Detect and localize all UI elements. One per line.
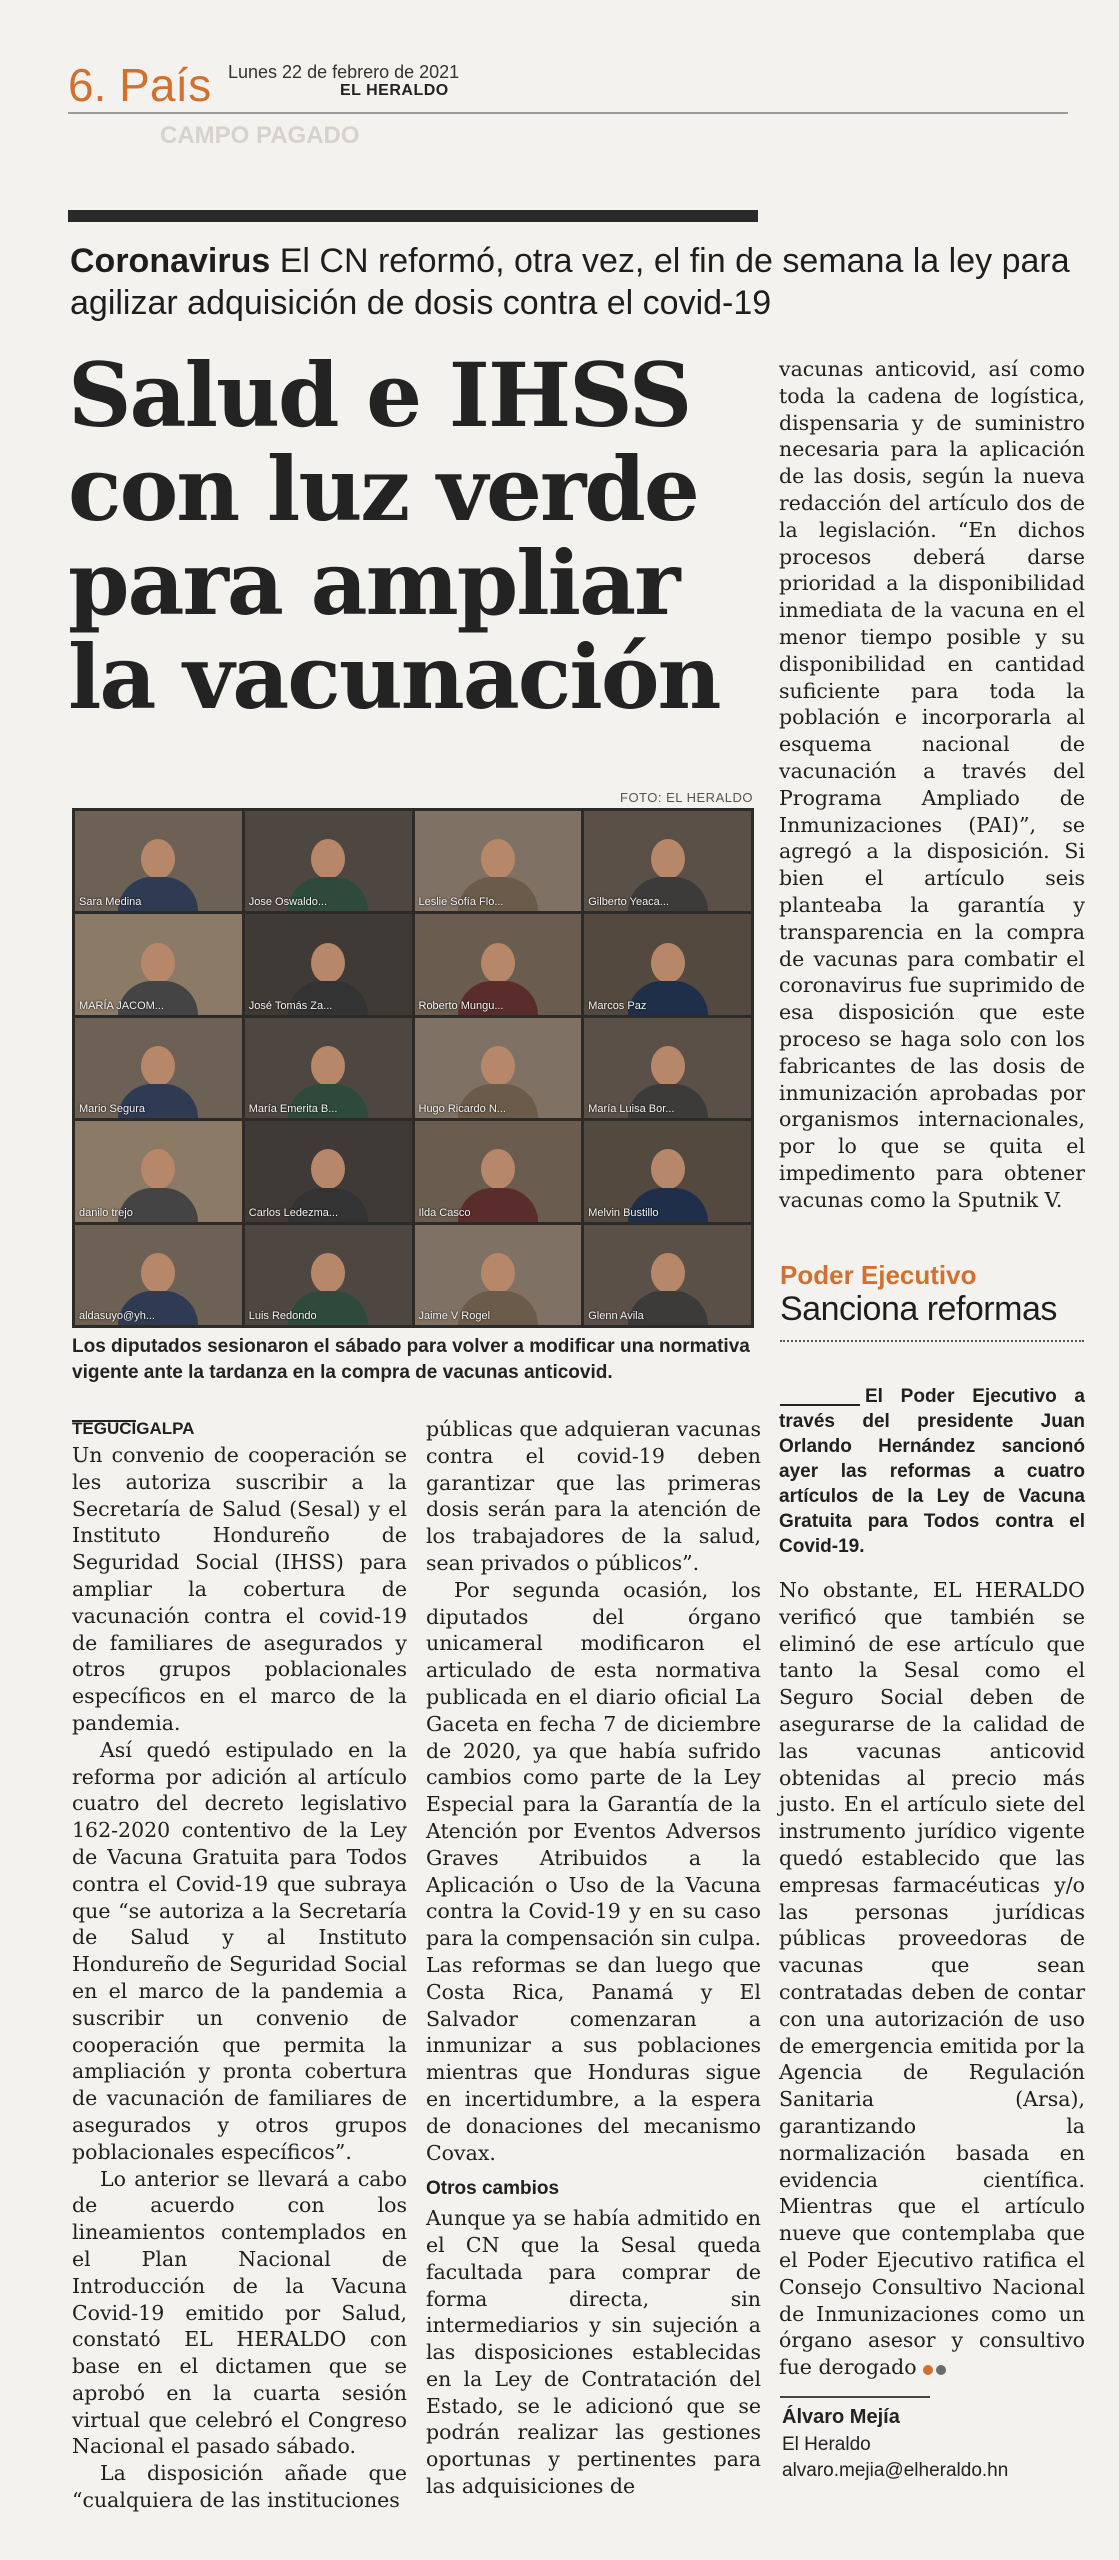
participant-tile bbox=[415, 811, 582, 911]
participant-tile bbox=[584, 811, 751, 911]
participant-head bbox=[651, 943, 685, 983]
participant-name: Leslie Sofía Flo... bbox=[418, 896, 504, 909]
headline-line-2: con luz verde bbox=[68, 437, 698, 541]
participant-tile bbox=[584, 1225, 751, 1325]
participant-tile bbox=[415, 914, 582, 1014]
participant-head bbox=[481, 943, 515, 983]
participant-name: Mario Segura bbox=[79, 1103, 146, 1116]
participant-tile bbox=[75, 914, 242, 1014]
participant-name: MARÍA JACOM... bbox=[79, 999, 164, 1012]
video-conference-photo bbox=[72, 808, 754, 1328]
headline-line-3: para ampliar bbox=[68, 531, 679, 635]
participant-name: Sara Medina bbox=[79, 896, 142, 909]
participant-name: aldasuyo@yh... bbox=[79, 1310, 155, 1322]
participant-head bbox=[311, 943, 345, 983]
participant-head bbox=[141, 839, 175, 879]
photo-caption: Los diputados sesionaron el sábado para volver a modificar una normativa vigente ante la tardanza en la compra de vacunas anticovid. bbox=[72, 1336, 750, 1383]
col1-paragraph: Un convenio de cooperación se les autoriza suscribir a la Secretaría de Salud (Sesal) y el Instituto Hondureño de Seguridad Social (IHSS) para ampliar la cobertura de vacunación contra el covid-19 de familiares de asegurados y otros grupos poblacionales específicos en el marco de la pandemia. bbox=[72, 1443, 407, 1735]
headline-line-4: la vacunación bbox=[68, 625, 720, 729]
col2-paragraph: Por segunda ocasión, los diputados del órgano unicameral modificaron el articulado de esta normativa publicada en el diario oficial La Gaceta en fecha 7 de diciembre de 2020, ya que había sufrido cambios como parte de la Ley Especial para la Garantía de la Atención por Eventos Adversos Graves Atribuidos a la Aplicación o Uso de la Vacuna contra la Covid-19 y en su caso para la compensación sin culpa. Las reformas se dan luego que Costa Rica, Panamá y El Salvador comenzaran a inmunizar a sus poblaciones mientras que Honduras sigue en incertidumbre, a la espera de donaciones del mecanismo Covax. bbox=[426, 1577, 761, 2165]
participant-name: Gilberto Yeaca... bbox=[588, 896, 669, 909]
participant-tile bbox=[415, 1018, 582, 1118]
participant-tile bbox=[584, 914, 751, 1014]
participant-tile bbox=[75, 1121, 242, 1221]
participant-head bbox=[651, 839, 685, 879]
participant-tile bbox=[415, 1121, 582, 1221]
participant-head bbox=[481, 1046, 515, 1086]
end-mark-icon bbox=[923, 2355, 949, 2382]
section-title: 6. País bbox=[68, 59, 212, 111]
bleed-through-text: CAMPO PAGADO bbox=[160, 122, 360, 149]
header-rule bbox=[68, 112, 1068, 114]
newspaper-name: EL HERALDO bbox=[340, 82, 449, 99]
headline-line-1: Salud e IHSS bbox=[68, 343, 691, 447]
participant-head bbox=[311, 1253, 345, 1293]
participant-head bbox=[141, 943, 175, 983]
kicker-rule bbox=[68, 210, 758, 222]
participant-head bbox=[141, 1253, 175, 1293]
participant-head bbox=[651, 1149, 685, 1189]
participant-tile bbox=[584, 1121, 751, 1221]
participant-head bbox=[311, 1046, 345, 1086]
participant-head bbox=[651, 1253, 685, 1293]
participant-name: Roberto Mungu... bbox=[418, 999, 504, 1012]
participant-name: Hugo Ricardo N... bbox=[418, 1103, 506, 1116]
participant-tile bbox=[584, 1018, 751, 1118]
sidebar-rule bbox=[780, 1340, 1084, 1342]
dateline: TEGUCIGALPA bbox=[72, 1419, 195, 1438]
participant-head bbox=[481, 1149, 515, 1189]
participant-name: Melvin Bustillo bbox=[588, 1206, 659, 1219]
sidebar-kicker: Poder Ejecutivo bbox=[780, 1260, 977, 1290]
participant-name: José Tomás Za... bbox=[248, 999, 333, 1012]
col1-paragraph: Lo anterior se llevará a cabo de acuerdo con los lineamientos contemplados en el Plan Nacional de Introducción de la Vacuna Covid-19 emitido por Salud, constató EL HERALDO con base en el dictamen que se aprobó en la cuarta sesión virtual que celebró el Congreso Nacional el pasado sábado. bbox=[72, 2166, 407, 2459]
author-email: alvaro.mejia@elheraldo.hn bbox=[782, 2460, 1009, 2481]
author-org: El Heraldo bbox=[782, 2434, 871, 2455]
sidebar-lead-rule bbox=[780, 1404, 860, 1406]
participant-tile bbox=[245, 914, 412, 1014]
participant-head bbox=[311, 1149, 345, 1189]
col1-paragraph: La disposición añade que “cualquiera de las instituciones bbox=[72, 2461, 407, 2513]
author-rule bbox=[780, 2396, 930, 2398]
participant-head bbox=[311, 839, 345, 879]
kicker-topic: Coronavirus bbox=[70, 242, 271, 280]
participant-tile bbox=[75, 811, 242, 911]
article-column-1 bbox=[72, 1416, 407, 2514]
sidebar-lead: El Poder Ejecutivo a través del presidente Juan Orlando Hernández sancionó ayer las reformas a cuatro artículos de la Ley de Vacuna Gratuita para Todos contra el Covid-19. bbox=[779, 1386, 1085, 1557]
participant-name: Luis Redondo bbox=[248, 1310, 317, 1322]
participant-tile bbox=[415, 1225, 582, 1325]
participant-head bbox=[481, 839, 515, 879]
participant-tile bbox=[245, 1121, 412, 1221]
col2-paragraph: Aunque ya se había admitido en el CN que la Sesal queda facultada para comprar de forma directa, sin intermediarios y sin sujeción a las disposiciones establecidas en la Ley de Contratación del Estado, se le adicionó que se podrán realizar las gestiones oportunas y pertinentes para las adquisiciones de bbox=[426, 2206, 761, 2499]
participant-name: Ilda Casco bbox=[418, 1206, 471, 1219]
participant-name: danilo trejo bbox=[79, 1206, 133, 1219]
issue-date: Lunes 22 de febrero de 2021 bbox=[228, 62, 460, 82]
end-dot-gray bbox=[936, 2365, 946, 2375]
participant-tile bbox=[75, 1018, 242, 1118]
participant-name: Glenn Avila bbox=[588, 1310, 644, 1322]
participant-head bbox=[651, 1046, 685, 1086]
article-column-2 bbox=[426, 1416, 761, 2500]
subhead: Otros cambios bbox=[426, 2178, 560, 2200]
kicker-text: El CN reformó, otra vez, el fin de semana la ley para agilizar adquisición de dosis contra el covid-19 bbox=[70, 242, 1070, 322]
participant-tile bbox=[245, 1225, 412, 1325]
participant-name: Jose Oswaldo... bbox=[248, 896, 328, 909]
participant-tile bbox=[245, 811, 412, 911]
kicker bbox=[70, 240, 1070, 324]
participant-tile bbox=[245, 1018, 412, 1118]
sidebar-body bbox=[779, 1384, 1085, 2382]
participant-name: María Emerita B... bbox=[248, 1103, 338, 1116]
participant-name: María Luisa Bor... bbox=[588, 1103, 675, 1116]
col3-paragraph: vacunas anticovid, así como toda la cadena de logística, dispensaria y de suministro necesaria para la aplicación de las dosis, según la nueva redacción del artículo dos de la legislación. “En dichos procesos deberá darse prioridad a la disponibilidad inmediata de la vacuna en el menor tiempo posible y su disponibilidad en cantidad suficiente para toda la población e incorporarla al esquema nacional de vacunación a través del Programa Ampliado de Inmunizaciones (PAI)”, se agregó a la disposición. Si bien el artículo seis planteaba la garantía y transparencia en la compra de vacunas para combatir el coronavirus fue suprimido de esa disposición que este proceso se haga solo con los fabricantes de las dosis de inmunización aprobadas por organismos internacionales, por lo que se quita el impedimento para obtener vacunas como la Sputnik V. bbox=[779, 357, 1085, 1212]
end-dot-orange bbox=[923, 2365, 933, 2375]
participant-head bbox=[141, 1149, 175, 1189]
photo-credit: FOTO: EL HERALDO bbox=[620, 790, 753, 805]
sidebar-title: Sanciona reformas bbox=[780, 1290, 1057, 1328]
participant-name: Jaime V Rogel bbox=[418, 1310, 491, 1322]
participant-name: Marcos Paz bbox=[588, 999, 647, 1012]
article-column-3 bbox=[779, 356, 1085, 1214]
sidebar-paragraph: No obstante, EL HERALDO verificó que también se eliminó de ese artículo que tanto la Sesal como el Seguro Social deben de asegurarse de la calidad de las vacunas anticovid obtenidas al precio más justo. En el artículo siete del instrumento jurídico vigente quedó establecido que las empresas farmacéuticas y/o las personas jurídicas públicas proveedoras de vacunas que sean contratadas deben de contar con una autorización de uso de emergencia emitida por la Agencia de Regulación Sanitaria (Arsa), garantizando la normalización basada en evidencia científica. Mientras que el artículo nueve que contemplaba que el Poder Ejecutivo ratifica el Consejo Consultivo Nacional de Inmunizaciones como un órgano asesor y consultivo fue derogado bbox=[779, 1578, 1085, 2380]
col1-paragraph: Así quedó estipulado en la reforma por adición al artículo cuatro del decreto legislativo 162-2020 contentivo de la Ley de Vacuna Gratuita para Todos contra el Covid-19 que subraya que “se autoriza a la Secretaría de Salud y al Instituto Hondureño de Seguridad Social en el marco de la pandemia a suscribir un convenio de cooperación que permita la ampliación y pronta cobertura de vacunación de familiares de asegurados y otros grupos poblacionales específicos”. bbox=[72, 1737, 407, 2164]
col2-paragraph: públicas que adquieran vacunas contra el covid-19 deben garantizar que las primeras dosis serán para la atención de los trabajadores de la salud, sean privados o públicos”. bbox=[426, 1417, 761, 1575]
participant-head bbox=[141, 1046, 175, 1086]
participant-head bbox=[481, 1253, 515, 1293]
participant-tile bbox=[75, 1225, 242, 1325]
headline bbox=[68, 343, 768, 729]
participant-name: Carlos Ledezma... bbox=[248, 1206, 339, 1219]
author-name: Álvaro Mejía bbox=[782, 2406, 900, 2428]
